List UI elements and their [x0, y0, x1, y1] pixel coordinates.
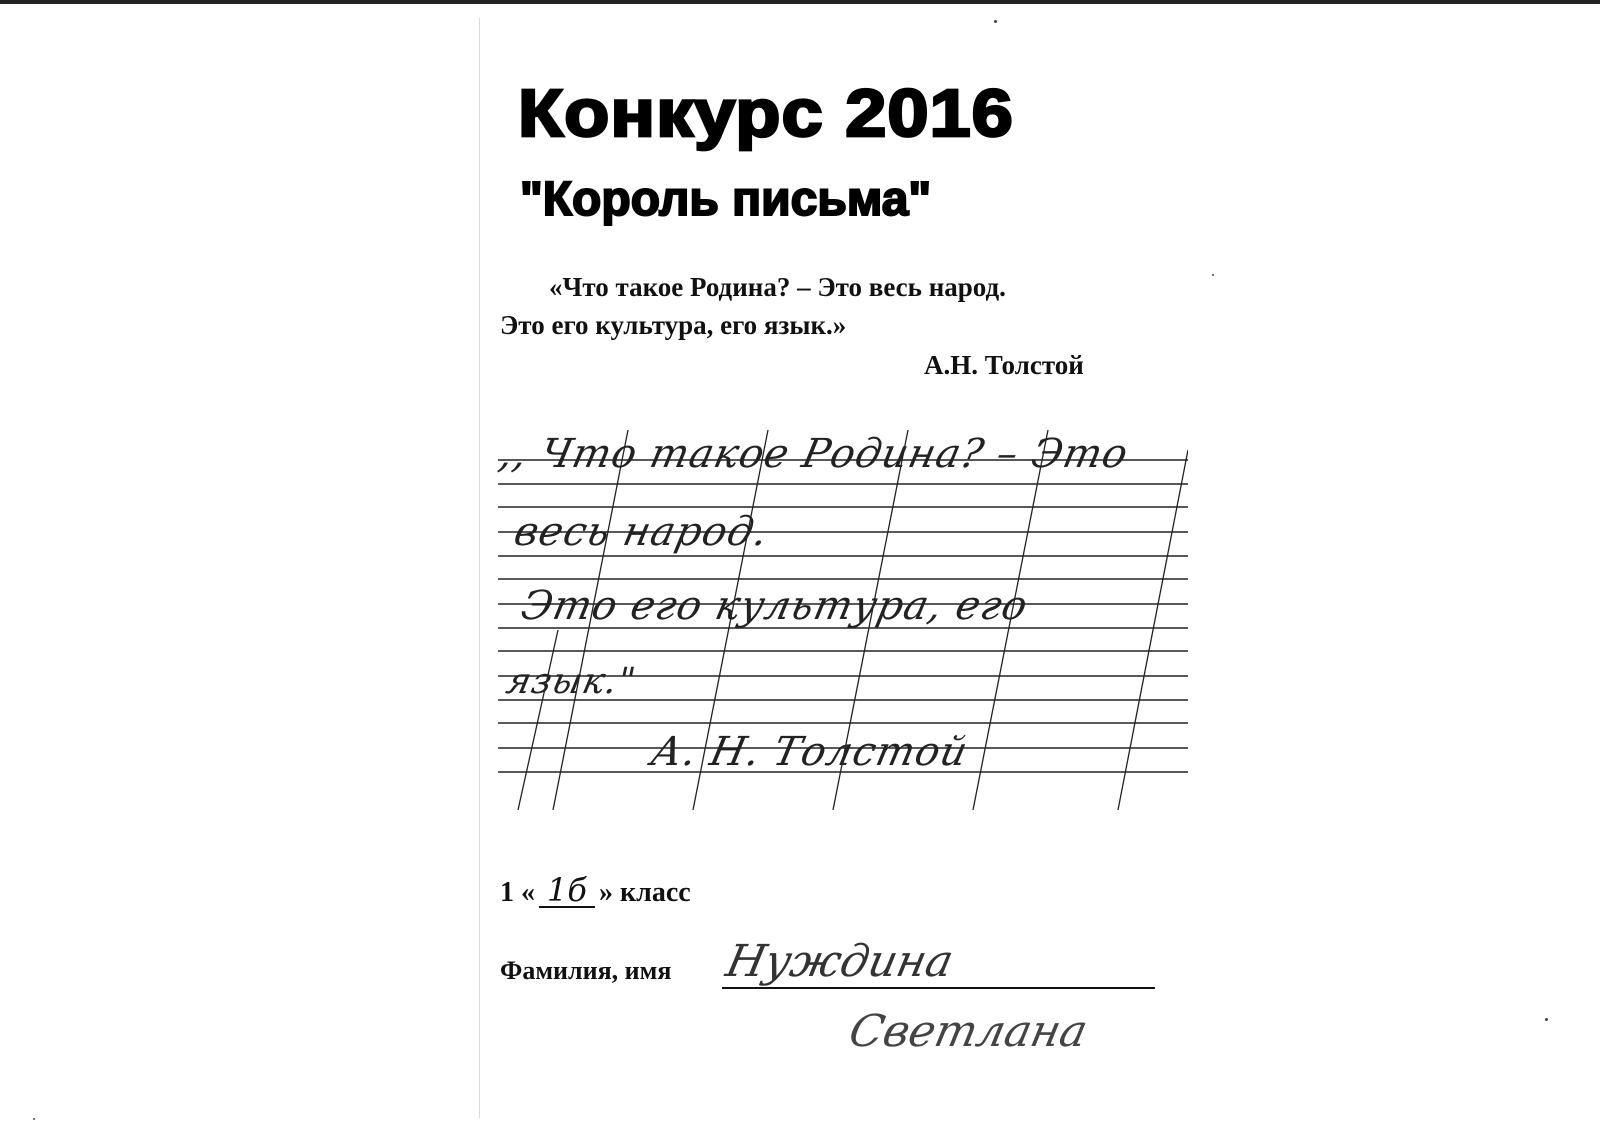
page-fold-line — [479, 18, 480, 1118]
handwritten-surname: Нуждина — [721, 936, 958, 987]
class-suffix: » класс — [599, 877, 691, 908]
class-field — [500, 871, 691, 909]
name-label: Фамилия, имя — [500, 956, 672, 985]
handwritten-first-name: Светлана — [844, 1006, 1093, 1057]
handwritten-line-2: весь народ. — [510, 509, 773, 555]
scan-top-edge — [0, 0, 1600, 4]
contest-subtitle: "Король письма" — [520, 173, 932, 226]
quote-line-1: «Что такое Родина? – Это весь народ. — [549, 272, 1006, 302]
scan-speck — [1545, 1018, 1548, 1021]
handwritten-line-4: язык." — [502, 661, 640, 702]
contest-title: Конкурс 2016 — [518, 75, 1014, 151]
quote-line-2: Это его культура, его язык.» — [500, 310, 847, 340]
name-underline — [722, 987, 1155, 989]
quote-author: А.Н. Толстой — [924, 350, 1084, 380]
class-value: 1б — [539, 874, 595, 908]
handwritten-line-1: ,, Что такое Родина? – Это — [495, 431, 1133, 477]
scan-speck — [994, 20, 997, 23]
scan-speck — [33, 1118, 35, 1120]
class-prefix: 1 « — [500, 877, 535, 908]
handwritten-line-3: Это его культура, его — [517, 583, 1033, 629]
handwritten-author: А. Н. Толстой — [647, 729, 973, 775]
scan-speck — [1212, 274, 1214, 276]
